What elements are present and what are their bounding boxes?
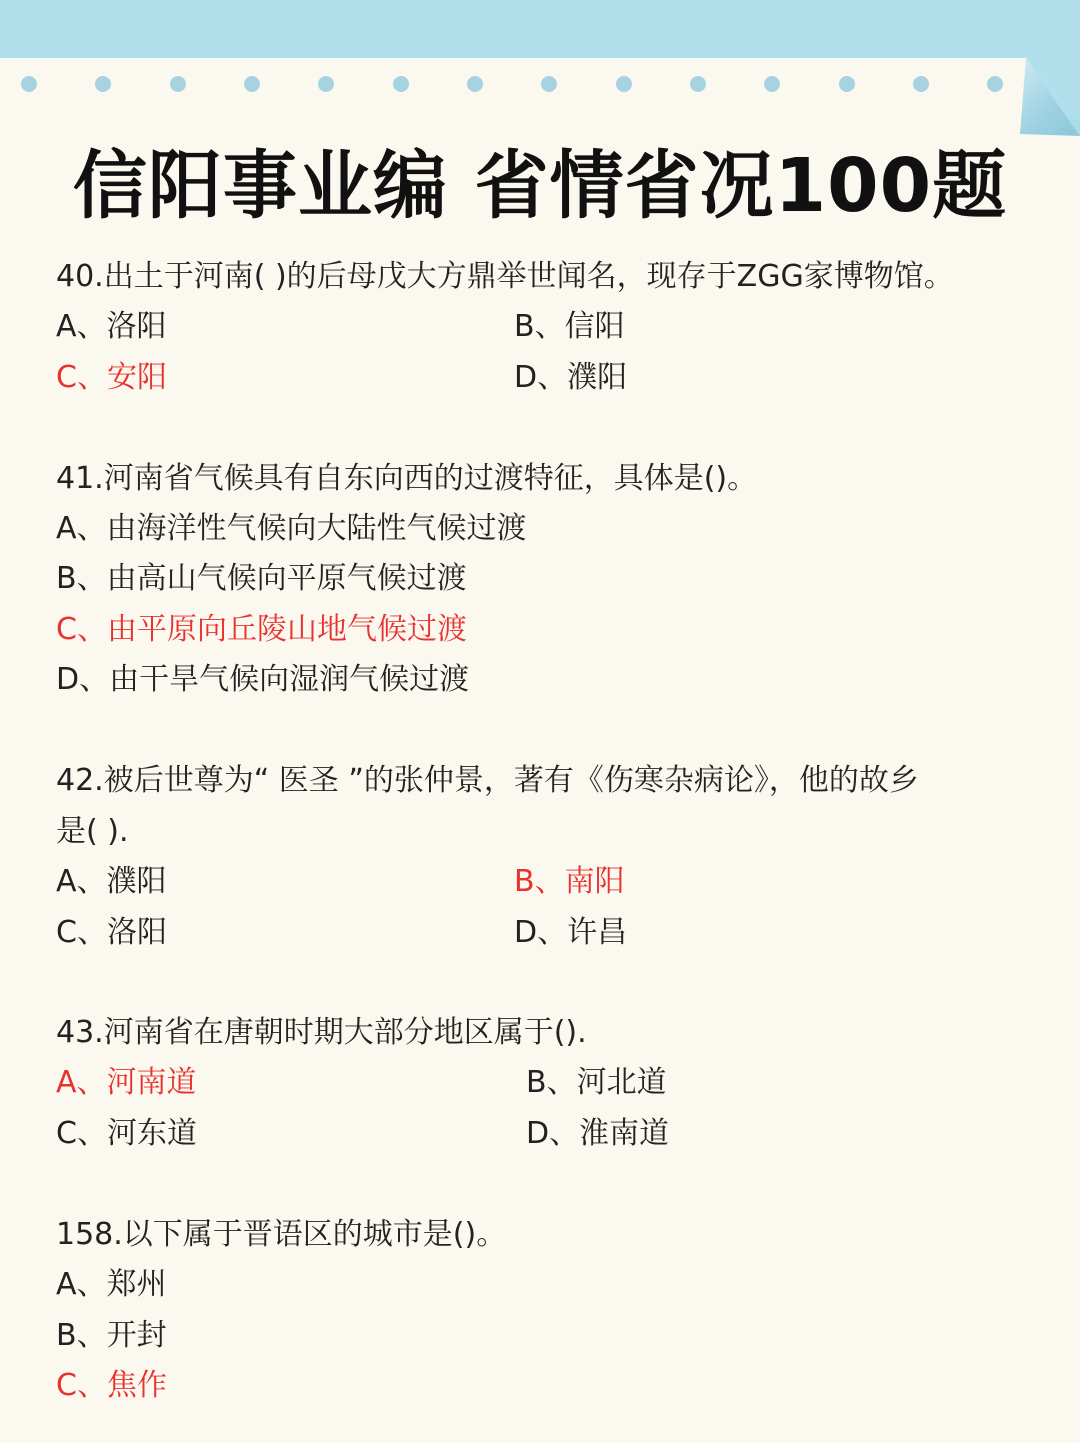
q43-option-b: B、河北道 (526, 1065, 667, 1100)
binder-hole (244, 76, 260, 92)
binder-hole (95, 76, 111, 92)
binder-hole (393, 76, 409, 92)
binder-hole (839, 76, 855, 92)
binder-hole (616, 76, 632, 92)
binder-hole (913, 76, 929, 92)
q43-option-d: D、淮南道 (526, 1116, 670, 1151)
question-41-text: 41.河南省气候具有自东向西的过渡特征，具体是()。 (56, 461, 758, 496)
binder-hole (987, 76, 1003, 92)
question-42-text-line1: 42.被后世尊为“ 医圣 ”的张仲景，著有《伤寒杂病论》，他的故乡 (56, 763, 919, 798)
binder-hole (541, 76, 557, 92)
question-40-text: 40.出土于河南( )的后母戊大方鼎举世闻名，现存于ZGG家博物馆。 (56, 259, 954, 294)
q43-option-a-answer: A、河南道 (56, 1065, 197, 1100)
binder-hole (318, 76, 334, 92)
q158-option-b: B、开封 (56, 1318, 167, 1353)
q40-option-b: B、信阳 (514, 309, 625, 344)
binder-hole (170, 76, 186, 92)
q42-option-b-answer: B、南阳 (514, 864, 625, 899)
q42-option-a: A、濮阳 (56, 864, 167, 899)
q158-option-a: A、郑州 (56, 1267, 167, 1302)
q42-option-c: C、洛阳 (56, 915, 167, 950)
question-43-text: 43.河南省在唐朝时期大部分地区属于(). (56, 1015, 587, 1050)
q40-option-d: D、濮阳 (514, 360, 628, 395)
q40-option-c-answer: C、安阳 (56, 360, 167, 395)
q158-option-c-answer: C、焦作 (56, 1368, 167, 1403)
q41-option-b: B、由高山气候向平原气候过渡 (56, 561, 467, 596)
page-title: 信阳事业编 省情省况100题 (72, 143, 1008, 229)
q41-option-c-answer: C、由平原向丘陵山地气候过渡 (56, 612, 467, 647)
binder-hole (467, 76, 483, 92)
q42-option-d: D、许昌 (514, 915, 628, 950)
q41-option-d: D、由干旱气候向湿润气候过渡 (56, 662, 470, 697)
question-158-text: 158.以下属于晋语区的城市是()。 (56, 1217, 507, 1252)
question-42-text-line2: 是( ). (56, 814, 129, 849)
binder-holes (0, 76, 1080, 94)
q41-option-a: A、由海洋性气候向大陆性气候过渡 (56, 511, 527, 546)
binder-hole (21, 76, 37, 92)
binder-hole (690, 76, 706, 92)
q43-option-c: C、河东道 (56, 1116, 197, 1151)
q40-option-a: A、洛阳 (56, 309, 167, 344)
binder-hole (764, 76, 780, 92)
